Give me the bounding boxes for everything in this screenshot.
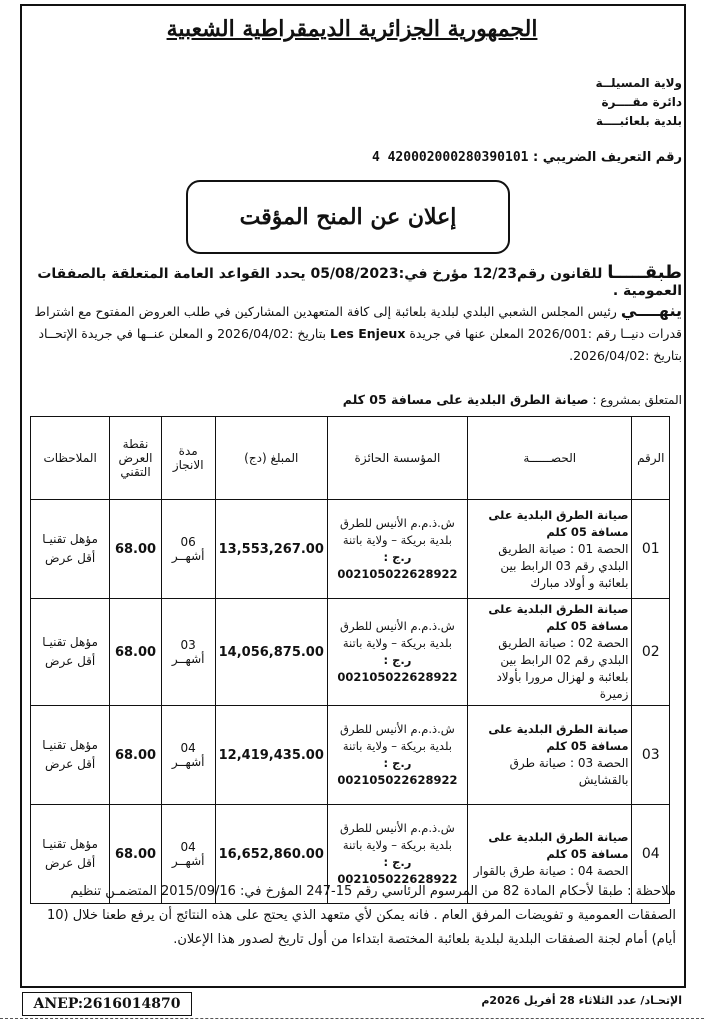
project-subject [343,392,682,407]
row-remark: مؤهل تقنيـا أقل عرض [31,706,110,805]
lot-title: صيانة الطرق البلدية على مسافة 05 كلم [488,722,629,753]
issuer-line-wilaya: ولاية المسيلــة [595,76,682,90]
row-lot [467,599,632,706]
header-duration: مدة الانجاز [161,417,215,500]
row-firm [327,706,467,805]
firm-name: ش.ذ.م.م الأنيس للطرق بلدية بريكة – ولاية باتنة [340,619,455,650]
table-row [31,706,670,805]
row-duration: 03 أشهــر [161,599,215,706]
row-firm [327,599,467,706]
row-score: 68.00 [110,599,162,706]
award-table [30,416,670,904]
header-lot: الحصــــــة [467,417,632,500]
row-remark: مؤهل تقنيـا أقل عرض [31,599,110,706]
notice-text-a: رئيس المجلس الشعبي البلدي لبلدية بلعائبة إلى كافة المتعهدين المشاركين في طلب العروض المفتوح مع اشتراط قدرات دنيــا رقم :2026/001 المعلن عنها في جريدة [34,304,682,341]
lot-description: الحصة 01 : صيانة الطريق البلدي رقم 03 الرابط بين بلعائبة و أولاد مبارك [498,541,629,590]
row-score: 68.00 [110,500,162,599]
anep-reference: ANEP:2616014870 [22,992,192,1016]
tax-id-label: رقم التعريف الضريبي : [533,150,682,165]
legal-basis-text: للقانون رقم12/23 مؤرخ في:05/08/2023 يحدد القواعد العامة المتعلقة بالصفقات العمومية . [37,266,682,299]
notice-lead: ينهــــي [620,301,682,320]
firm-name: ش.ذ.م.م الأنيس للطرق بلدية بريكة – ولاية باتنة [340,821,455,852]
row-firm [327,500,467,599]
firm-rc: ر.ج : 002105022628922 [337,855,458,886]
header-firm: المؤسسة الحائزة [327,417,467,500]
lot-description: الحصة 02 : صيانة الطريق البلدي رقم 02 الرابط بين بلعائبة و لهزال مرورا بأولاد زميرة [496,636,629,701]
tax-id-line [372,150,682,165]
header-amount: المبلغ (دج) [215,417,327,500]
firm-rc: ر.ج : 002105022628922 [337,756,458,787]
tax-id-number: 420002000280390101 4 [371,150,529,165]
subject-label: المتعلق بمشروع : [592,393,682,407]
issuer-line-commune: بلدية بلعائبــــة [595,114,682,128]
row-score: 68.00 [110,805,162,904]
lot-description: الحصة 03 : صيانة طرق بالقشايش [509,756,629,787]
appeal-note: ملاحظة : طبقا لأحكام المادة 82 من المرسوم الرئاسي رقم 15-247 المؤرخ في: 2015/09/16 المتضمـن تنظيم الصفقات العمومية و تفويضات المرفق العام . فانه يمكن لأي متعهد الذي يحتج على هذه النتائج أن يرفع طعنا خلال (10 أيام) أمام لجنة الصفقات البلدية لبلدية بلعائبة المختصة ابتداءا من أول تاريخ لصدور هذا الإعلان. [46,884,676,947]
firm-name: ش.ذ.م.م الأنيس للطرق بلدية بريكة – ولاية باتنة [340,722,455,753]
announcement-banner: إعلان عن المنح المؤقت [186,180,510,254]
firm-rc: ر.ج : 002105022628922 [337,550,458,581]
page-title: الجمهورية الجزائرية الديمقراطية الشعبية [166,16,538,42]
notice-text-b: بتاريخ :2026/04/02 و المعلن عنــها في جريدة الإتحــاد بتاريخ :2026/04/02. [38,326,682,363]
lot-title: صيانة الطرق البلدية على مسافة 05 كلم [488,507,629,539]
row-amount: 12,419,435.00 [215,706,327,805]
row-number: 02 [632,599,670,706]
legal-basis-lead: طبقـــــا [607,262,682,283]
lot-title: صيانة الطرق البلدية على مسافة 05 كلم [488,829,629,861]
row-amount: 14,056,875.00 [215,599,327,706]
table-header-row [31,417,670,500]
issuer-block [595,74,682,131]
row-amount: 16,652,860.00 [215,805,327,904]
table-row [31,599,670,706]
header-remarks: الملاحظات [31,417,110,500]
legal-basis-paragraph [36,262,682,299]
header-score: نقطة العرض التقني [110,417,162,500]
notice-paragraph [30,300,682,367]
row-amount: 13,553,267.00 [215,500,327,599]
row-duration: 04 أشهــر [161,706,215,805]
newspaper-name: Les Enjeux [329,326,406,341]
row-remark: مؤهل تقنيـا أقل عرض [31,500,110,599]
row-duration: 04 أشهــر [161,805,215,904]
cut-line [0,1018,704,1019]
row-lot [467,500,632,599]
row-number: 04 [632,805,670,904]
issuer-line-daira: دائرة مقــــرة [601,95,682,109]
row-score: 68.00 [110,706,162,805]
header-number: الرقم [632,417,670,500]
lot-title: صيانة الطرق البلدية على مسافة 05 كلم [488,602,629,633]
firm-rc: ر.ج : 002105022628922 [337,653,458,684]
row-number: 01 [632,500,670,599]
row-number: 03 [632,706,670,805]
table-row [31,500,670,599]
row-duration: 06 أشهــر [161,500,215,599]
firm-name: ش.ذ.م.م الأنيس للطرق بلدية بريكة – ولاية باتنة [340,516,455,547]
row-lot [467,706,632,805]
newspaper-edition: الإتحـاد/ عدد الثلاثاء 28 أفريل 2026م [481,994,682,1007]
lot-description: الحصة 04 : صيانة طرق بالقوار [473,863,629,878]
subject-value: صيانة الطرق البلدية على مسافة 05 كلم [342,392,589,407]
row-remark: مؤهل تقنيـا أقل عرض [31,805,110,904]
